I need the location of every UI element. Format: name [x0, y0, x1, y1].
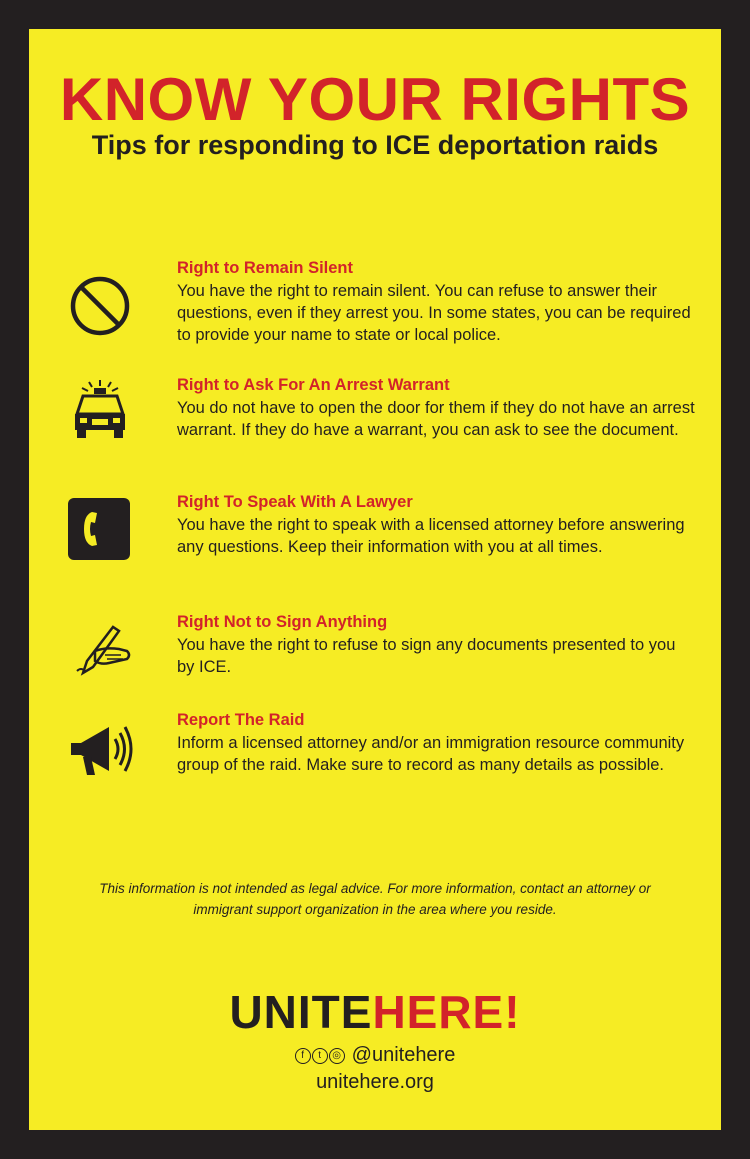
instagram-icon[interactable]: ◎	[329, 1048, 345, 1064]
social-handle[interactable]: @unitehere	[351, 1044, 456, 1066]
website-link[interactable]: unitehere.org	[316, 1071, 434, 1093]
unite-here-logo	[29, 984, 721, 1040]
phone-icon	[65, 494, 135, 564]
logo-unite: UNITE	[229, 986, 373, 1038]
right-title: Right To Speak With A Lawyer	[177, 493, 413, 511]
social-row	[29, 1042, 721, 1069]
no-entry-icon	[65, 271, 135, 341]
right-title: Right to Ask For An Arrest Warrant	[177, 376, 450, 394]
right-body: You have the right to remain silent. You can refuse to answer their questions, even if they arrest you. In some states, you can be required to provide your name to state or local police.	[177, 282, 691, 344]
disclaimer: This information is not intended as legal advice. For more information, contact an attorney or immigrant support organization in the area where you reside.	[99, 881, 651, 917]
facebook-icon[interactable]: f	[295, 1048, 311, 1064]
right-body: You have the right to refuse to sign any documents presented to you by ICE.	[177, 636, 676, 676]
right-body: You do not have to open the door for them if they do not have an arrest warrant. If they do have a warrant, you can ask to see the document.	[177, 399, 695, 439]
page-subtitle: Tips for responding to ICE deportation raids	[91, 130, 659, 160]
logo-here: HERE!	[372, 986, 521, 1038]
right-title: Right to Remain Silent	[177, 259, 354, 277]
page-title: KNOW YOUR RIGHTS	[59, 66, 691, 133]
right-body: You have the right to speak with a licensed attorney before answering any questions. Keep their information with you at all times.	[177, 516, 685, 556]
right-title: Report The Raid	[177, 711, 305, 729]
twitter-icon[interactable]: t	[312, 1048, 328, 1064]
social-icons	[295, 1043, 346, 1069]
police-car-icon	[65, 378, 135, 448]
poster	[29, 29, 721, 1130]
hand-writing-icon	[65, 611, 135, 681]
megaphone-icon	[65, 715, 135, 785]
right-title: Right Not to Sign Anything	[177, 613, 388, 631]
right-body: Inform a licensed attorney and/or an immigration resource community group of the raid. Make sure to record as many details as possible.	[177, 734, 685, 774]
